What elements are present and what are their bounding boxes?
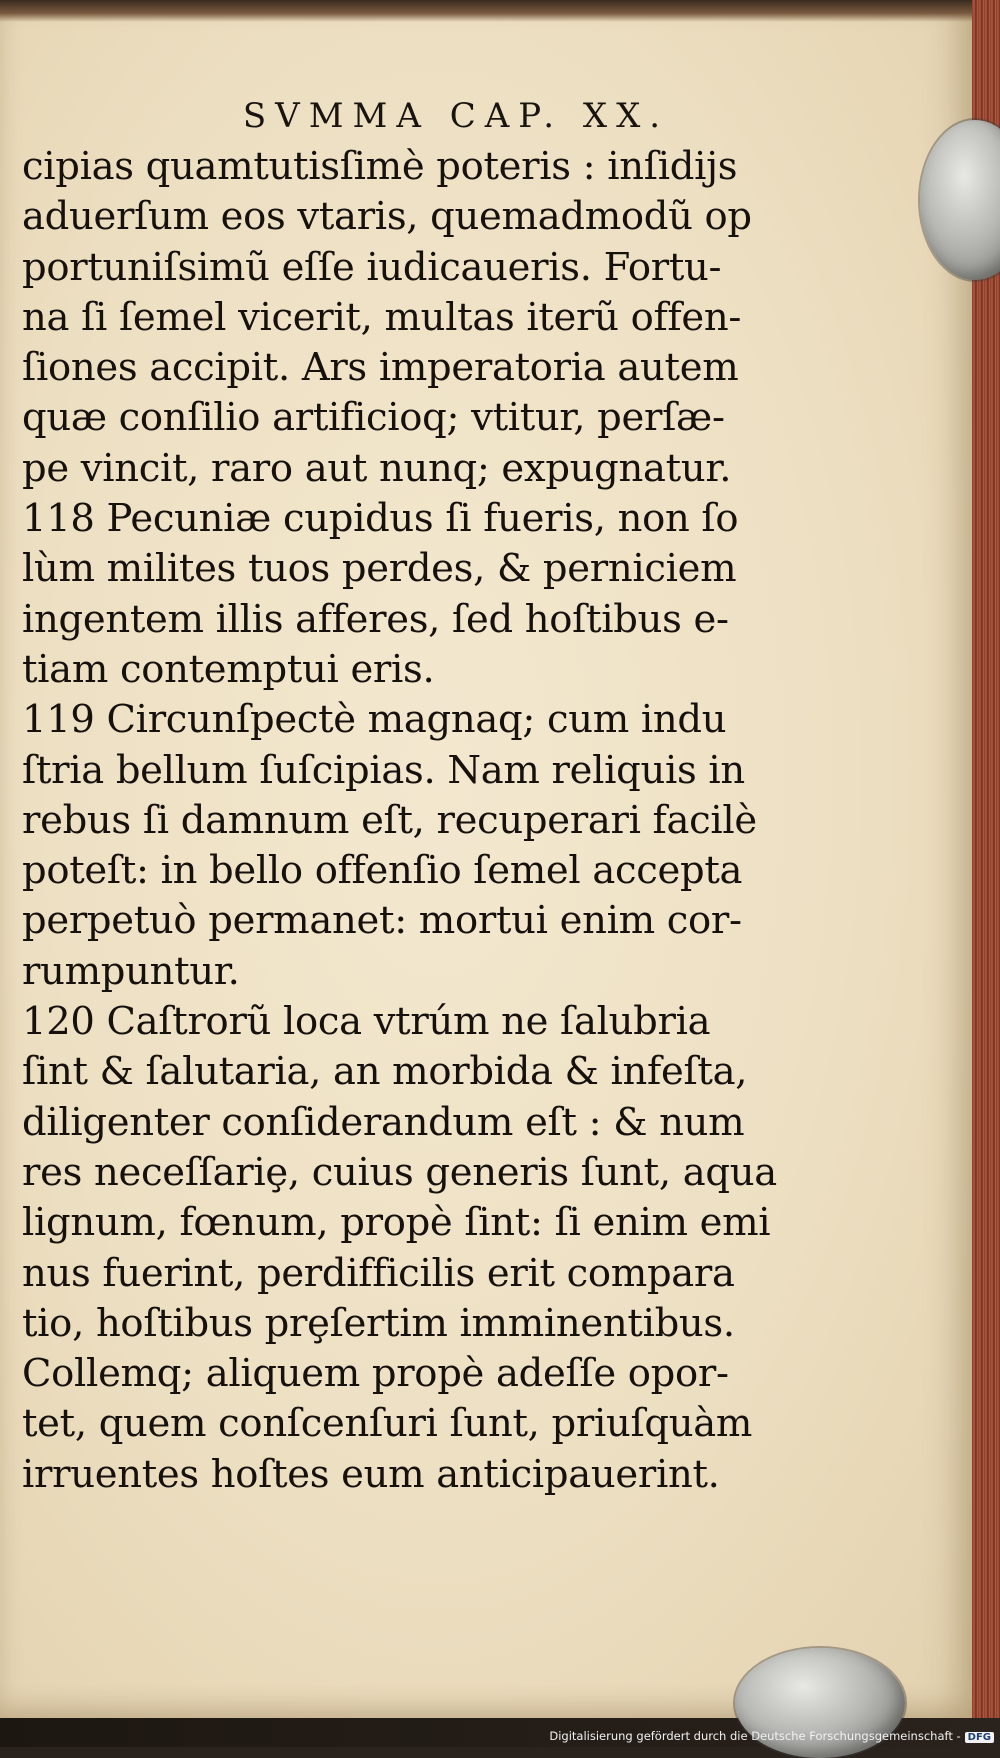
text-line: irruentes hoſtes eum anticipauerint.: [22, 1451, 720, 1497]
running-head: SVMMA CAP. XX.: [242, 96, 670, 136]
dfg-logo: DFG: [965, 1732, 994, 1743]
page-top-edge: [0, 0, 972, 22]
text-line: diligenter conſiderandum eſt : & num: [22, 1099, 745, 1145]
text-line: cipias quamtutisſimè poteris : inſidijs: [22, 144, 738, 189]
text-line: 118 Pecuniæ cupidus ſi fueris, non ſo: [22, 496, 739, 542]
text-line: ingentem illis afferes, ſed hoſtibus e-: [22, 596, 729, 642]
text-line: rebus ſi damnum eſt, recuperari facilè: [22, 797, 757, 843]
text-line: lùm milites tuos perdes, & perniciem: [22, 546, 737, 592]
text-line: ſiones accipit. Ars imperatoria autem: [22, 345, 739, 391]
text-line: rumpuntur.: [22, 948, 240, 994]
credit-text: Digitalisierung gefördert durch die Deutsche Forschungsgemeinschaft -: [549, 1729, 961, 1743]
text-line: pe vincit, raro aut nunq; expugnatur.: [22, 445, 732, 491]
text-line: portuniſsimũ eſſe iudicaueris. Fortu-: [22, 244, 722, 290]
text-line: tio, hoſtibus prȩſertim imminentibus.: [22, 1300, 735, 1346]
text-line: perpetuò permanet: mortui enim cor-: [22, 898, 742, 944]
digitization-credit: [549, 1729, 994, 1743]
text-line: res neceſſariȩ, cuius generis ſunt, aqua: [22, 1149, 777, 1195]
text-line: tet, quem conſcenſuri ſunt, priuſquàm: [22, 1401, 753, 1447]
text-line: quæ conſilio artificioq; vtitur, perſæ-: [22, 395, 725, 441]
text-line: ſint & ſalutaria, an morbida & infeſta,: [22, 1049, 748, 1095]
text-line: lignum, fœnum, propè ſint: ſi enim emi: [22, 1200, 771, 1246]
text-line: poteſt: in bello offenſio ſemel accepta: [22, 848, 743, 894]
text-line: 120 Caſtrorũ loca vtrúm ne ſalubria: [22, 999, 711, 1045]
text-line: tiam contemptui eris.: [22, 646, 435, 692]
text-line: 119 Circunſpectè magnaq; cum indu: [22, 697, 727, 743]
text-line: nus fuerint, perdifficilis erit compara: [22, 1250, 735, 1296]
text-line: Collemq; aliquem propè adeſſe opor-: [22, 1351, 729, 1397]
text-line: na ſi ſemel vicerit, multas iterũ offen-: [22, 294, 742, 340]
text-line: aduerſum eos vtaris, quemadmodũ op: [22, 194, 752, 240]
text-block: [22, 142, 777, 1500]
text-line: ſtria bellum ſuſcipias. Nam reliquis in: [22, 747, 745, 793]
